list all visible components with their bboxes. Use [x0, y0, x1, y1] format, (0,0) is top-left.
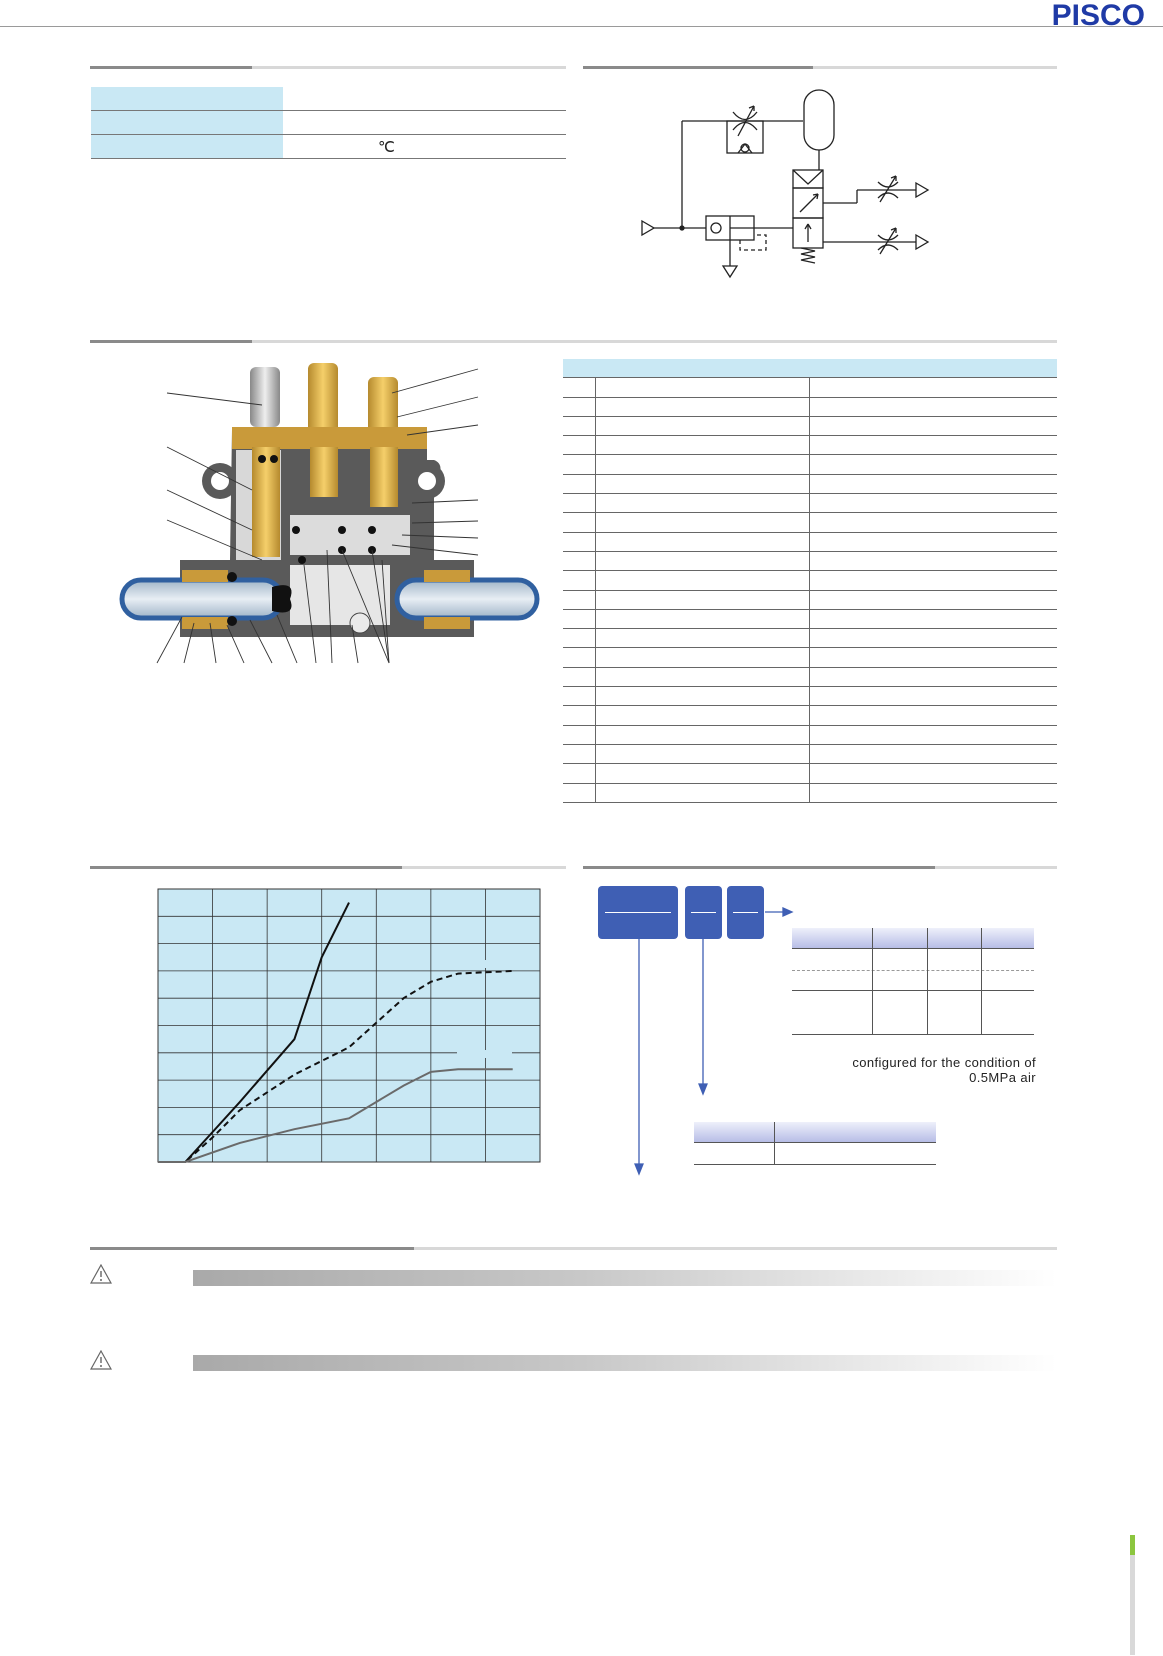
section-rule-specs: [90, 66, 566, 69]
table-row: [563, 667, 1057, 686]
table-row: [563, 744, 1057, 763]
chart-label-mask: [457, 1050, 512, 1058]
spec-table: [91, 87, 566, 159]
table-row: [563, 494, 1057, 513]
table-row: [563, 571, 1057, 590]
table-row: [563, 474, 1057, 493]
spring-symbol: [801, 248, 815, 263]
table-row: [563, 764, 1057, 783]
page-indicator-bar: [1130, 1535, 1135, 1655]
flow-characteristics-chart: [157, 888, 542, 1164]
outlet-symbol: [916, 183, 928, 197]
header-rule: [0, 26, 1163, 27]
table-row: [563, 725, 1057, 744]
spec-key: [91, 87, 283, 111]
table-row: [563, 590, 1057, 609]
section-rule-circuit: [583, 66, 1057, 69]
table-row: [563, 436, 1057, 455]
table-row: [563, 609, 1057, 628]
warning-icon: [90, 1264, 112, 1289]
reservoir-tank: [804, 90, 834, 150]
outlet-symbol: [916, 235, 928, 249]
spec-key: [91, 135, 283, 159]
spec-value: [283, 87, 566, 111]
spec-value: ℃: [283, 135, 566, 159]
table-row: [563, 551, 1057, 570]
table-row: [563, 648, 1057, 667]
table-row: [563, 532, 1057, 551]
table-row: [563, 416, 1057, 435]
section-rule-model: [583, 866, 1057, 869]
table-row: [563, 513, 1057, 532]
table-row: [563, 629, 1057, 648]
option-note: configured for the condition of 0.5MPa air: [852, 1055, 1036, 1085]
caution-bar: [193, 1355, 1057, 1371]
port-table: [694, 1122, 936, 1164]
table-row: [563, 397, 1057, 416]
spec-key: [91, 111, 283, 135]
table-row: [563, 455, 1057, 474]
warning-icon: [90, 1350, 112, 1375]
parts-list-table: [563, 359, 1057, 803]
pneumatic-circuit-diagram: [630, 80, 950, 285]
option-table: [792, 928, 1034, 1036]
spec-value: [283, 111, 566, 135]
section-rule-cautions: [90, 1247, 1057, 1250]
construction-cross-section: [112, 355, 542, 670]
table-row: [563, 783, 1057, 802]
table-row: [563, 706, 1057, 725]
inlet-symbol: [642, 221, 654, 235]
brand-logo: PISCO: [1051, 0, 1145, 32]
chart-label-mask: [457, 960, 512, 968]
caution-bar: [193, 1270, 1057, 1286]
table-row: [563, 687, 1057, 706]
section-rule-construction: [90, 340, 1057, 343]
table-row: [563, 378, 1057, 397]
section-rule-flow: [90, 866, 566, 869]
